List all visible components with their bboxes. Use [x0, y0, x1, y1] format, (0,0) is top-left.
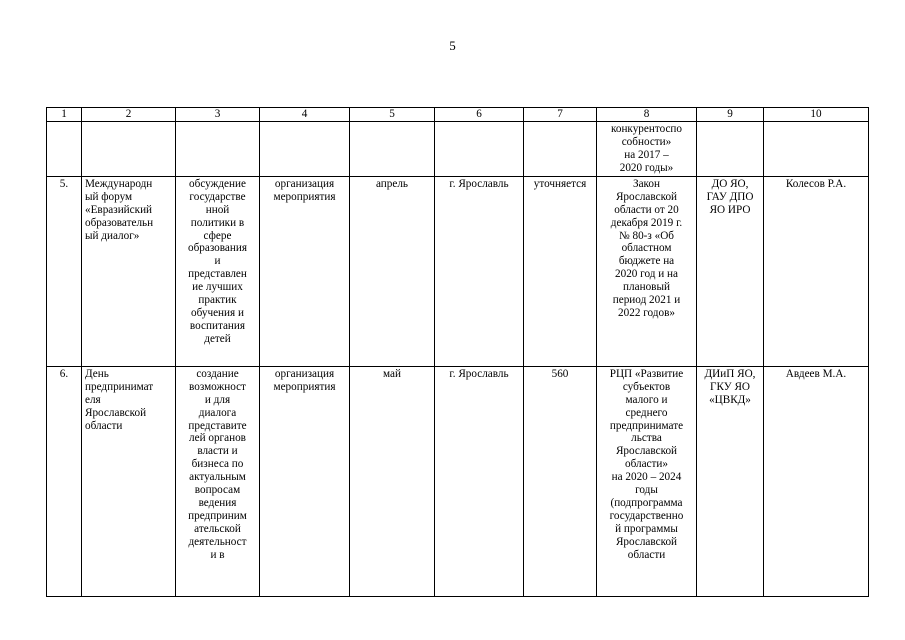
- organizer: ДИиП ЯО, ГКУ ЯО «ЦВКД»: [697, 366, 764, 596]
- column-header: 6: [435, 108, 524, 122]
- event-place: г. Ярославль: [435, 176, 524, 366]
- table-cell: [697, 121, 764, 176]
- event-date: апрель: [350, 176, 435, 366]
- column-header: 10: [764, 108, 869, 122]
- event-place: г. Ярославль: [435, 366, 524, 596]
- column-header: 4: [260, 108, 350, 122]
- column-header: 5: [350, 108, 435, 122]
- event-name: День предпринимат еля Ярославской области: [82, 366, 176, 596]
- event-date: май: [350, 366, 435, 596]
- column-header: 3: [176, 108, 260, 122]
- table-row: [47, 366, 869, 596]
- column-header: 1: [47, 108, 82, 122]
- events-table: [46, 107, 869, 597]
- event-form: организация мероприятия: [260, 176, 350, 366]
- event-budget: 560: [524, 366, 597, 596]
- table-cell: [350, 121, 435, 176]
- row-number: 5.: [47, 176, 82, 366]
- funding-source: РЦП «Развитие субъектов малого и среднего предпринимате льства Ярославской области» на 2020 – 2024 годы (подпрограмма государственно й программы Ярославской области: [597, 366, 697, 596]
- event-form: организация мероприятия: [260, 366, 350, 596]
- row-number: 6.: [47, 366, 82, 596]
- table-header-row: [47, 108, 869, 122]
- table-cell: [47, 121, 82, 176]
- table-cell: [435, 121, 524, 176]
- table-cell: [260, 121, 350, 176]
- responsible-person: Колесов Р.А.: [764, 176, 869, 366]
- table-cell: конкурентоспо собности» на 2017 – 2020 годы»: [597, 121, 697, 176]
- column-header: 8: [597, 108, 697, 122]
- table-row: [47, 121, 869, 176]
- organizer: ДО ЯО, ГАУ ДПО ЯО ИРО: [697, 176, 764, 366]
- table-cell: [764, 121, 869, 176]
- table-cell: [176, 121, 260, 176]
- event-purpose: создание возможност и для диалога представите лей органов власти и бизнеса по актуальным вопросам ведения предприним ательской деятельност и в: [176, 366, 260, 596]
- page-number: 5: [449, 38, 456, 53]
- responsible-person: Авдеев М.А.: [764, 366, 869, 596]
- column-header: 9: [697, 108, 764, 122]
- table-cell: [524, 121, 597, 176]
- funding-source: Закон Ярославской области от 20 декабря 2019 г. № 80-з «Об областном бюджете на 2020 год и на плановый период 2021 и 2022 годов»: [597, 176, 697, 366]
- column-header: 7: [524, 108, 597, 122]
- event-purpose: обсуждение государстве нной политики в сфере образования и представлен ие лучших практик обучения и воспитания детей: [176, 176, 260, 366]
- event-budget: уточняется: [524, 176, 597, 366]
- event-name: Международн ый форум «Евразийский образовательн ый диалог»: [82, 176, 176, 366]
- table-cell: [82, 121, 176, 176]
- table-row: [47, 176, 869, 366]
- column-header: 2: [82, 108, 176, 122]
